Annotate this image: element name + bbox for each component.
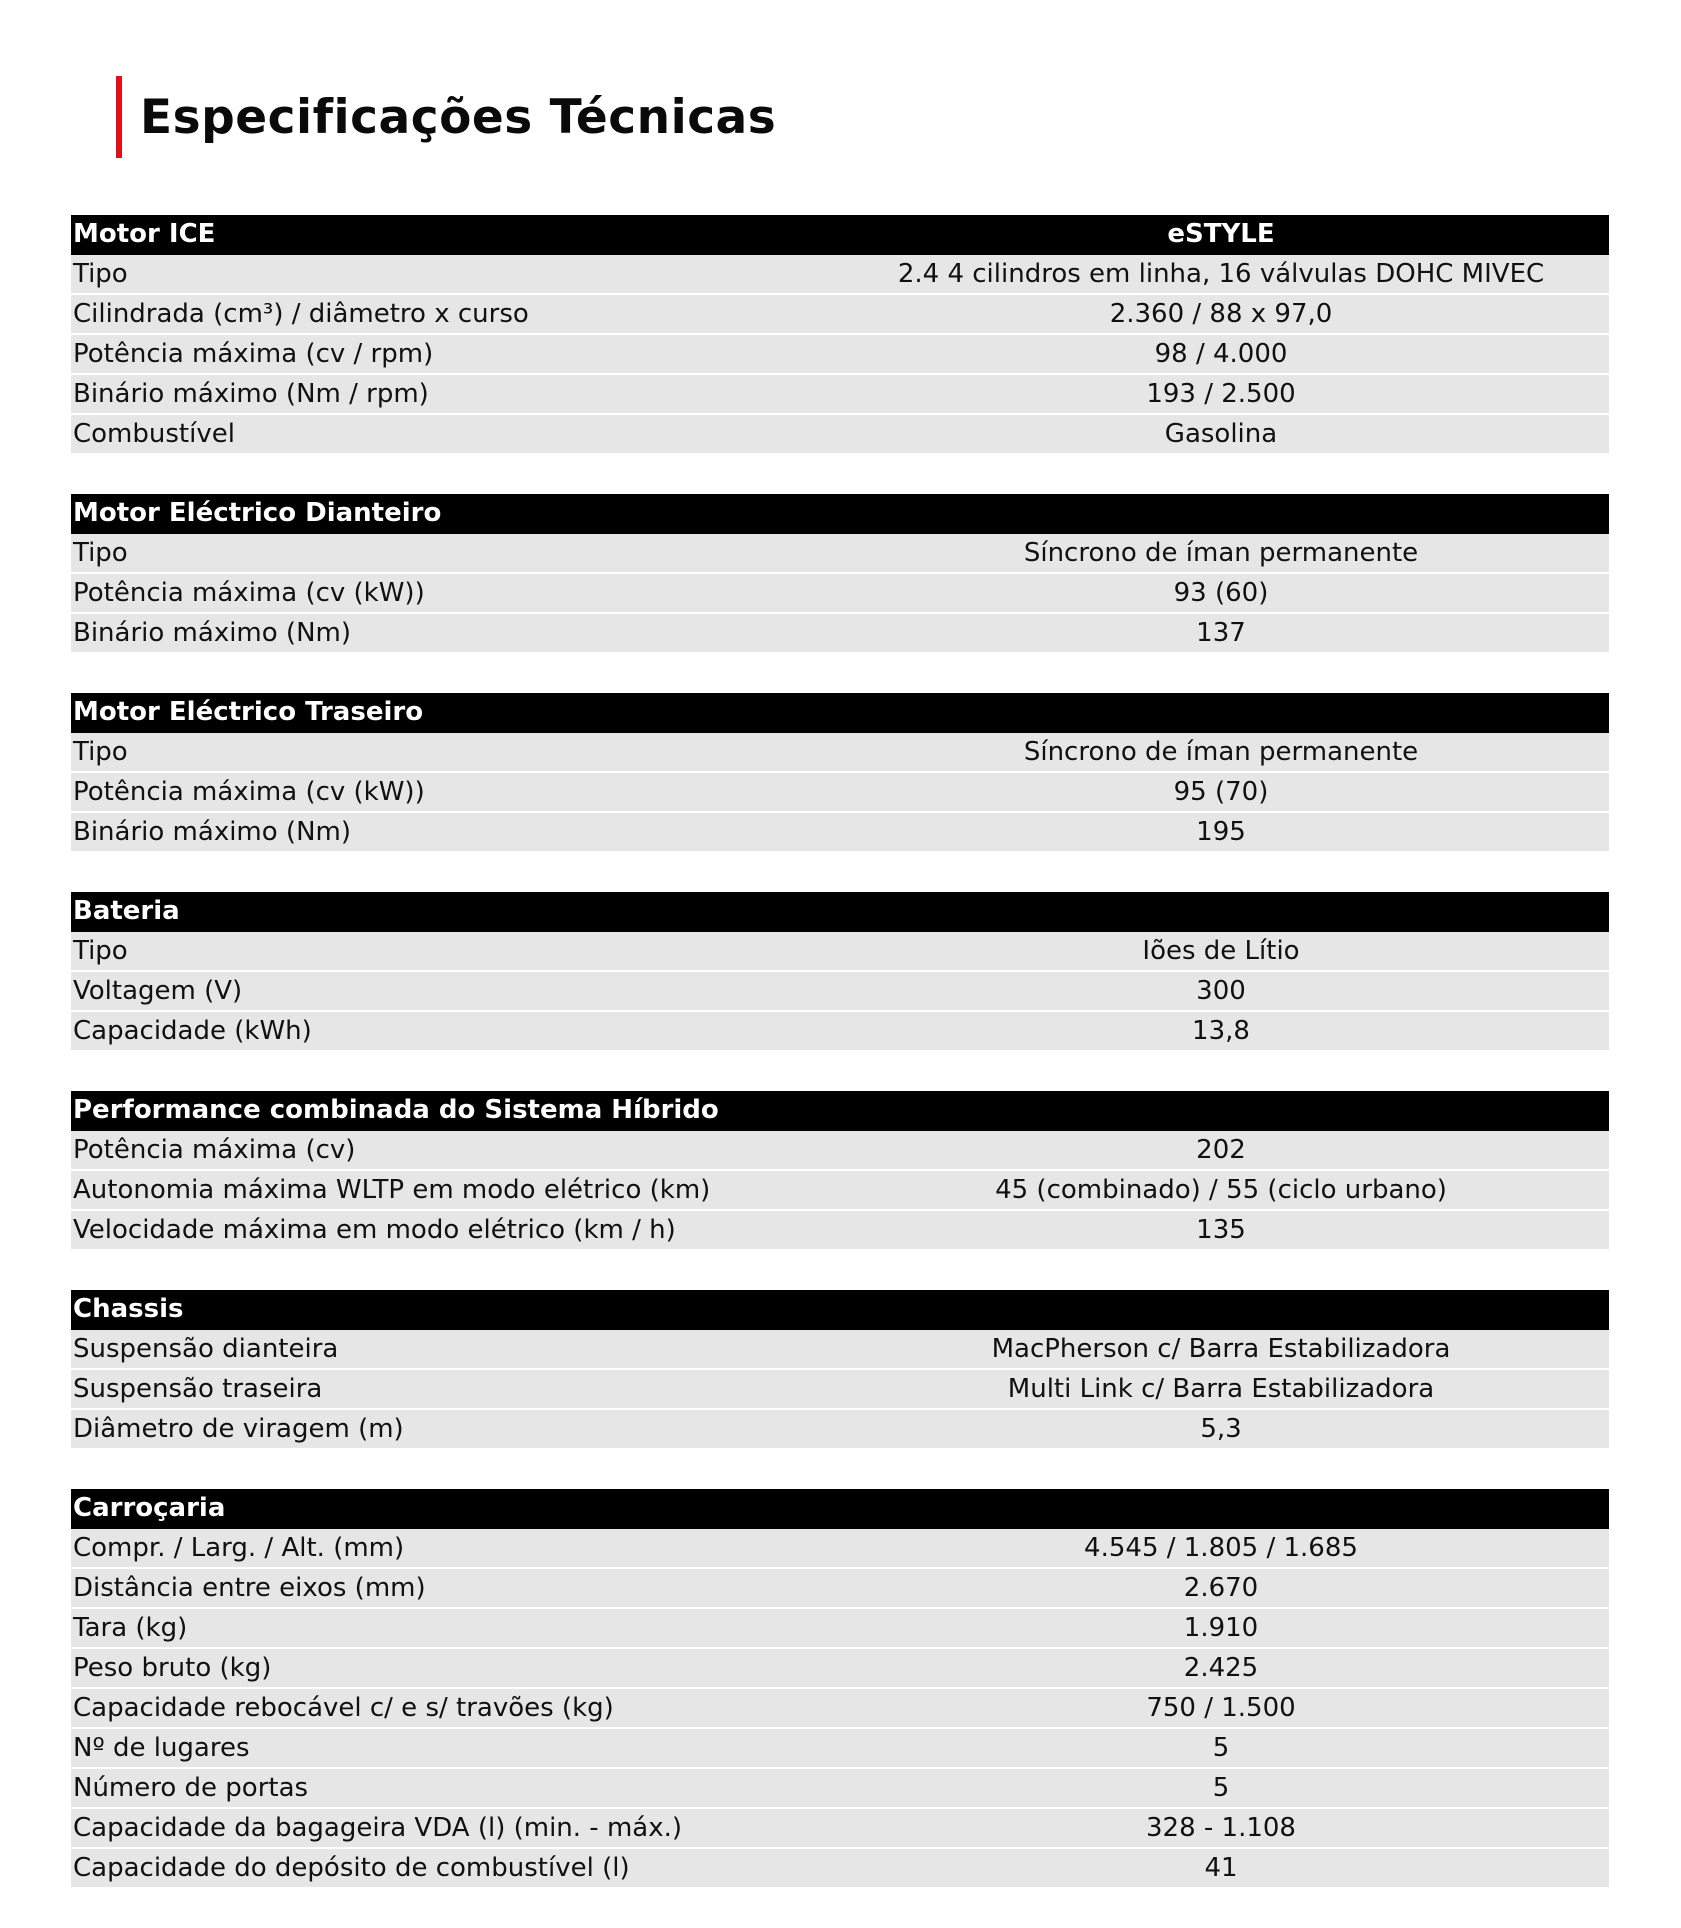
spec-label: Nº de lugares bbox=[73, 1733, 250, 1763]
spec-value: Multi Link c/ Barra Estabilizadora bbox=[1007, 1374, 1435, 1404]
spec-section bbox=[71, 1290, 1609, 1450]
spec-value: 135 bbox=[1196, 1215, 1246, 1245]
spec-label: Potência máxima (cv / rpm) bbox=[73, 339, 434, 369]
spec-row bbox=[71, 972, 1609, 1012]
section-title: Motor Eléctrico Dianteiro bbox=[73, 498, 442, 528]
spec-value: Síncrono de íman permanente bbox=[1023, 538, 1419, 568]
spec-section bbox=[71, 1489, 1609, 1889]
spec-value: 5,3 bbox=[1200, 1414, 1242, 1444]
section-header bbox=[71, 693, 1609, 733]
spec-value: 137 bbox=[1196, 618, 1246, 648]
spec-label: Distância entre eixos (mm) bbox=[73, 1573, 426, 1603]
spec-row bbox=[71, 614, 1609, 654]
spec-label: Potência máxima (cv) bbox=[73, 1135, 356, 1165]
spec-row bbox=[71, 415, 1609, 455]
spec-label: Capacidade rebocável c/ e s/ travões (kg) bbox=[73, 1693, 614, 1723]
spec-row bbox=[71, 1769, 1609, 1809]
section-header bbox=[71, 892, 1609, 932]
spec-row bbox=[71, 1849, 1609, 1889]
spec-label: Binário máximo (Nm) bbox=[73, 817, 351, 847]
spec-label: Capacidade (kWh) bbox=[73, 1016, 312, 1046]
spec-label: Suspensão traseira bbox=[73, 1374, 323, 1404]
section-header bbox=[71, 1489, 1609, 1529]
spec-row bbox=[71, 1689, 1609, 1729]
spec-label: Potência máxima (cv (kW)) bbox=[73, 777, 425, 807]
spec-value: Gasolina bbox=[1164, 419, 1278, 449]
section-header bbox=[71, 1290, 1609, 1330]
spec-value: 202 bbox=[1196, 1135, 1246, 1165]
section-header bbox=[71, 1091, 1609, 1131]
spec-row bbox=[71, 335, 1609, 375]
spec-label: Binário máximo (Nm) bbox=[73, 618, 351, 648]
spec-label: Potência máxima (cv (kW)) bbox=[73, 578, 425, 608]
spec-value: 2.360 / 88 x 97,0 bbox=[1109, 299, 1333, 329]
spec-row bbox=[71, 1211, 1609, 1251]
spec-label: Autonomia máxima WLTP em modo elétrico (km) bbox=[73, 1175, 711, 1205]
spec-row bbox=[71, 813, 1609, 853]
spec-row bbox=[71, 534, 1609, 574]
spec-value: MacPherson c/ Barra Estabilizadora bbox=[991, 1334, 1451, 1364]
spec-value: Síncrono de íman permanente bbox=[1023, 737, 1419, 767]
spec-value: 2.4 4 cilindros em linha, 16 válvulas DOHC MIVEC bbox=[897, 259, 1545, 289]
spec-row bbox=[71, 1569, 1609, 1609]
spec-row bbox=[71, 1529, 1609, 1569]
spec-row bbox=[71, 1012, 1609, 1052]
spec-section bbox=[71, 1091, 1609, 1251]
spec-tables bbox=[71, 215, 1609, 1928]
section-column-title: eSTYLE bbox=[1167, 219, 1275, 249]
spec-section bbox=[71, 693, 1609, 853]
spec-label: Capacidade do depósito de combustível (l) bbox=[73, 1853, 630, 1883]
spec-label: Peso bruto (kg) bbox=[73, 1653, 272, 1683]
section-title: Motor Eléctrico Traseiro bbox=[73, 697, 424, 727]
spec-value: 13,8 bbox=[1192, 1016, 1250, 1046]
spec-row bbox=[71, 1370, 1609, 1410]
spec-value: 95 (70) bbox=[1173, 777, 1269, 807]
spec-value: 41 bbox=[1204, 1853, 1238, 1883]
spec-value: 4.545 / 1.805 / 1.685 bbox=[1084, 1533, 1358, 1563]
spec-label: Capacidade da bagageira VDA (l) (min. - máx.) bbox=[73, 1813, 683, 1843]
page-title: Especificações Técnicas bbox=[140, 89, 777, 145]
spec-value: 195 bbox=[1196, 817, 1246, 847]
spec-value: 750 / 1.500 bbox=[1146, 1693, 1296, 1723]
spec-label: Velocidade máxima em modo elétrico (km / h) bbox=[73, 1215, 676, 1245]
spec-value: 5 bbox=[1212, 1773, 1230, 1803]
spec-value: 328 - 1.108 bbox=[1146, 1813, 1296, 1843]
spec-label: Tara (kg) bbox=[73, 1613, 188, 1643]
section-title: Motor ICE bbox=[73, 219, 216, 249]
spec-value: 5 bbox=[1212, 1733, 1230, 1763]
spec-value: 300 bbox=[1196, 976, 1246, 1006]
spec-label: Diâmetro de viragem (m) bbox=[73, 1414, 404, 1444]
spec-row bbox=[71, 1410, 1609, 1450]
section-title: Carroçaria bbox=[73, 1493, 226, 1523]
spec-row bbox=[71, 1330, 1609, 1370]
section-header bbox=[71, 494, 1609, 534]
spec-row bbox=[71, 773, 1609, 813]
spec-value: 98 / 4.000 bbox=[1154, 339, 1288, 369]
spec-value: 45 (combinado) / 55 (ciclo urbano) bbox=[995, 1175, 1447, 1205]
spec-label: Tipo bbox=[73, 737, 128, 767]
spec-section bbox=[71, 892, 1609, 1052]
spec-row bbox=[71, 1609, 1609, 1649]
spec-row bbox=[71, 1809, 1609, 1849]
spec-row bbox=[71, 574, 1609, 614]
spec-row bbox=[71, 1649, 1609, 1689]
spec-value: 2.670 bbox=[1183, 1573, 1259, 1603]
spec-row bbox=[71, 1171, 1609, 1211]
spec-value: 1.910 bbox=[1183, 1613, 1259, 1643]
spec-label: Tipo bbox=[73, 936, 128, 966]
page-header bbox=[116, 76, 776, 158]
spec-label: Cilindrada (cm³) / diâmetro x curso bbox=[73, 299, 529, 329]
spec-label: Suspensão dianteira bbox=[73, 1334, 339, 1364]
section-title: Bateria bbox=[73, 896, 180, 926]
section-title: Chassis bbox=[73, 1294, 184, 1324]
spec-label: Tipo bbox=[73, 259, 128, 289]
title-accent-bar bbox=[116, 76, 122, 158]
spec-row bbox=[71, 1729, 1609, 1769]
spec-row bbox=[71, 932, 1609, 972]
spec-row bbox=[71, 255, 1609, 295]
spec-label: Binário máximo (Nm / rpm) bbox=[73, 379, 429, 409]
spec-value: 193 / 2.500 bbox=[1146, 379, 1296, 409]
spec-section bbox=[71, 215, 1609, 455]
spec-label: Número de portas bbox=[73, 1773, 309, 1803]
spec-label: Tipo bbox=[73, 538, 128, 568]
spec-row bbox=[71, 733, 1609, 773]
spec-row bbox=[71, 375, 1609, 415]
spec-label: Compr. / Larg. / Alt. (mm) bbox=[73, 1533, 405, 1563]
spec-row bbox=[71, 295, 1609, 335]
spec-value: Iões de Lítio bbox=[1142, 936, 1300, 966]
section-title: Performance combinada do Sistema Híbrido bbox=[73, 1095, 719, 1125]
spec-label: Combustível bbox=[73, 419, 235, 449]
section-header bbox=[71, 215, 1609, 255]
spec-section bbox=[71, 494, 1609, 654]
spec-value: 93 (60) bbox=[1173, 578, 1269, 608]
spec-row bbox=[71, 1131, 1609, 1171]
spec-label: Voltagem (V) bbox=[73, 976, 243, 1006]
spec-value: 2.425 bbox=[1183, 1653, 1259, 1683]
